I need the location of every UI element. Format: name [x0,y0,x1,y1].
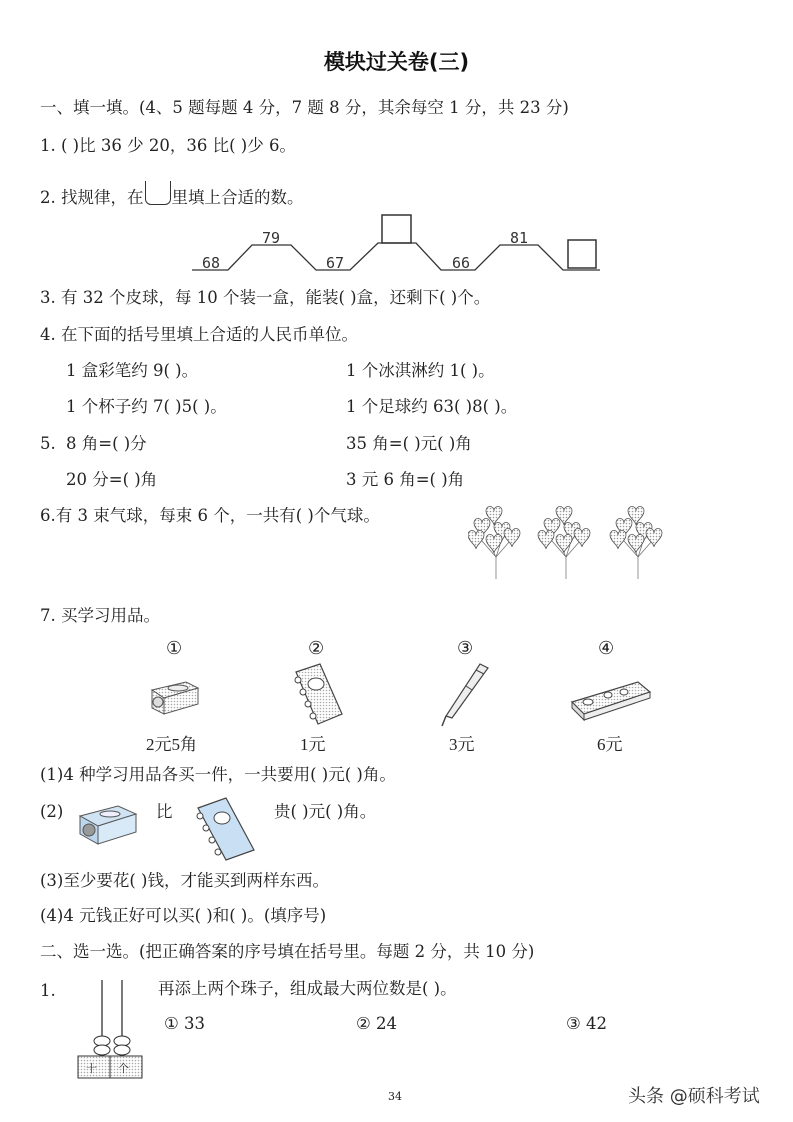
watermark: 头条 @硕科考试 [628,1086,760,1107]
q4-item-2: 1 个冰淇淋约 1( )。 [346,361,495,380]
product-2-price: 1元 [300,735,326,754]
s2-q1-label: 1. [40,981,56,1000]
product-2-number: ② [308,638,325,659]
s2-q1-option-1: ① 33 [164,1014,206,1033]
q7-stem: 7. 买学习用品。 [40,606,160,625]
q7-sub2-tail: 贵( )元( )角。 [274,802,377,821]
product-1-price: 2元5角 [146,735,197,754]
q2-suffix: 里填上合适的数。 [171,188,304,207]
seq-68: 68 [202,254,221,272]
product-1-number: ① [166,638,183,659]
q5-item-4: 3 元 6 角=( )角 [346,470,465,489]
notebook-icon [286,662,344,728]
balloon-bunch-2 [538,507,590,580]
s2-q1-stem: 再添上两个珠子，组成最大两位数是( )。 [158,979,457,998]
page-number: 34 [388,1090,402,1103]
notebook-blue-icon [190,796,256,862]
section1-heading: 一、填一填。(4、5 题每题 4 分，7 题 8 分，其余每空 1 分，共 23 分) [40,98,569,117]
q7-sub4: (4)4 元钱正好可以买( )和( )。(填序号) [40,906,327,925]
q7-sub2-compare: 比 [156,802,173,821]
seq-66: 66 [452,254,471,272]
q4-item-3: 1 个杯子约 7( )5( )。 [66,397,227,416]
balloon-bunch-1 [468,507,520,580]
page-title: 模块过关卷(三) [323,50,470,74]
q7-sub2-label: (2) [40,802,64,821]
q4-stem: 4. 在下面的括号里填上合适的人民币单位。 [40,325,358,344]
q5-item-1: 8 角=( )分 [66,434,147,453]
q5-item-2: 35 角=( )元( )角 [346,434,472,453]
balloon-bunch-3 [610,507,662,580]
q7-sub3: (3)至少要花( )钱，才能买到两样东西。 [40,871,329,890]
number-pattern-diagram [188,212,608,276]
q5-item-3: 20 分=( )角 [66,470,158,489]
s2-q1-option-3: ③ 42 [566,1014,608,1033]
q1-text: 1. ( )比 36 少 20，36 比( )少 6。 [40,136,296,155]
q4-item-4: 1 个足球约 63( )8( )。 [346,397,518,416]
pencil-case-icon [568,680,652,722]
product-4-number: ④ [598,638,615,659]
seq-67: 67 [326,254,345,272]
q2-prefix: 2. 找规律，在 [40,188,144,207]
product-3-price: 3元 [449,735,475,754]
product-4-price: 6元 [597,735,623,754]
q7-sub1: (1)4 种学习用品各买一件，一共要用( )元( )角。 [40,765,396,784]
q4-item-1: 1 盒彩笔约 9( )。 [66,361,199,380]
abacus-tens-label: 十 [86,1062,97,1075]
answer-box-icon [145,181,171,205]
pencil-sharpener-icon [146,676,202,716]
q3-text: 3. 有 32 个皮球，每 10 个装一盒，能装( )盒，还剩下( )个。 [40,288,491,307]
s2-q1-option-2: ② 24 [356,1014,398,1033]
seq-81: 81 [510,229,529,247]
section2-heading: 二、选一选。(把正确答案的序号填在括号里。每题 2 分，共 10 分) [40,942,535,961]
q6-text: 6.有 3 束气球，每束 6 个，一共有( )个气球。 [40,506,380,525]
balloons-illustration [468,505,678,585]
abacus-icon [74,978,148,1080]
abacus-ones-label: 个 [118,1062,129,1075]
q5-label: 5. [40,434,56,453]
q2-stem [40,181,304,208]
pen-icon [440,660,494,728]
seq-79: 79 [262,229,281,247]
product-3-number: ③ [457,638,474,659]
pencil-sharpener-blue-icon [74,798,144,848]
